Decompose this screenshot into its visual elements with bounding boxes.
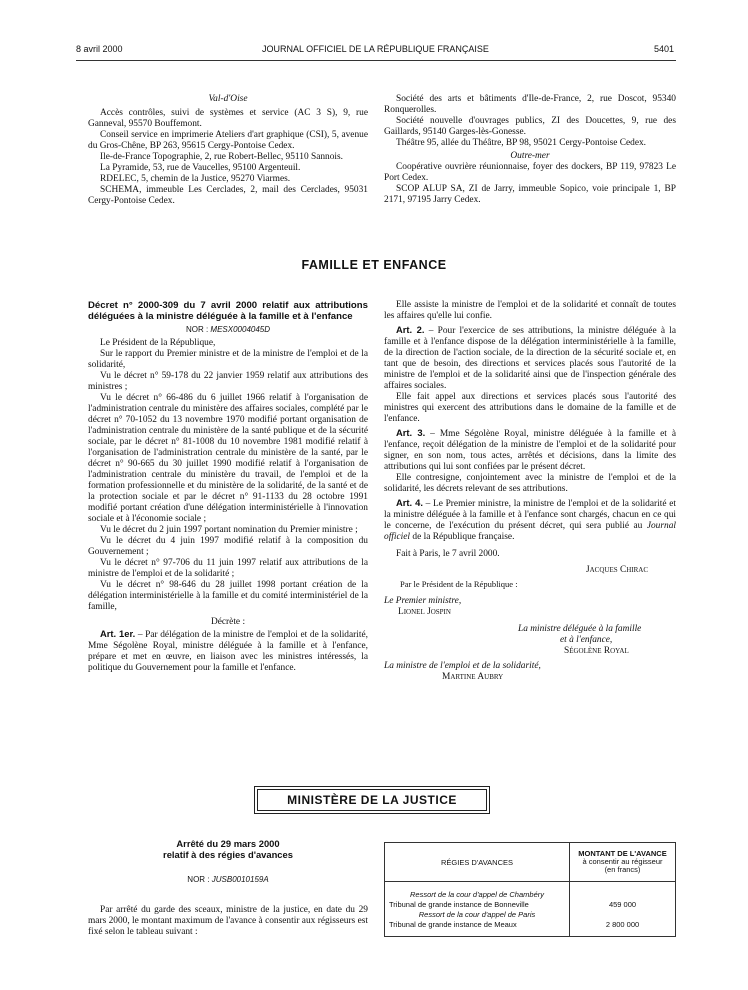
decree-intro: Le Président de la République, (100, 338, 216, 348)
header-journal-title: JOURNAL OFFICIEL DE LA RÉPUBLIQUE FRANÇAISE (262, 44, 489, 54)
decree-paragraph: Vu le décret du 4 juin 1997 modifié relatif à la composition du Gouvernement ; (88, 536, 368, 557)
nor-code: MESX0004045D (210, 325, 271, 334)
section-title: MINISTÈRE DE LA JUSTICE (287, 793, 457, 807)
nor-code: JUSB0010159A (211, 875, 269, 884)
decrete-label: Décrète : (210, 617, 246, 627)
tribunal-label: Tribunal de grande instance de Bonneville (389, 900, 529, 909)
decree-paragraph: Vu le décret n° 59-178 du 22 janvier 1959 relatif aux attributions des ministres ; (88, 371, 368, 392)
tribunal-label: Tribunal de grande instance de Meaux (389, 920, 517, 929)
section-box (254, 786, 490, 814)
pm-name: Lionel Jospin (398, 607, 451, 617)
md-title-cont: et à l'enfance, (560, 635, 613, 645)
montant-unit: (en francs) (604, 865, 641, 874)
decree-paragraph: Vu le décret n° 97-706 du 11 juin 1997 relatif aux attributions de la ministre de l'emploi et de la solidarité ; (88, 558, 368, 579)
decree-right-column (384, 300, 676, 683)
list-item: Société des arts et bâtiments d'Ile-de-France, 2, rue Doscot, 95340 Ronquerolles. (384, 94, 676, 115)
md-title: La ministre déléguée à la famille (518, 624, 642, 634)
header-page-number: 5401 (654, 44, 675, 54)
list-item: Théâtre 95, allée du Théâtre, BP 98, 95021 Cergy-Pontoise Cedex. (396, 138, 647, 148)
pm-title: Le Premier ministre, (384, 596, 462, 606)
amount-value: 459 000 (608, 900, 637, 909)
arrete-nor (88, 874, 368, 885)
decree-paragraph: Vu le décret du 2 juin 1997 portant nomination du Premier ministre ; (100, 525, 358, 535)
article-text: – Le Premier ministre, la ministre de l'emploi et de la solidarité et la ministre déléguée à la famille et à l'enfance sont chargés, chacun en ce qui le concerne, de l'exécution du présent décret, qui sera publié au (384, 499, 676, 531)
montant-sub: à consentir au régisseur (582, 857, 663, 866)
regies-cell (385, 882, 570, 937)
list-item: SCOP ALUP SA, ZI de Jarry, immeuble Sopico, voie principale 1, BP 2171, 97195 Jarry Cedex. (384, 184, 676, 205)
ressort-label: Ressort de la cour d'appel de Paris (418, 910, 536, 919)
decree-paragraph: Elle fait appel aux directions et services placés sous l'autorité des ministres qui exercent des attributions dans le domaine de la famille et de l'enfance. (384, 392, 676, 424)
arrete-subtitle: relatif à des régies d'avances (163, 849, 293, 860)
amount-cell (570, 882, 676, 937)
article-text: – Mme Ségolène Royal, ministre déléguée à la famille et à l'enfance, reçoit délégation de la ministre de l'emploi et de la solidarité pour signer, en son nom, tous actes, arrêtés et décisions, dans la limite des attributions qui lui sont confiées par le présent décret. (384, 429, 676, 472)
section-box-inner (257, 789, 487, 811)
nor-label: NOR : (185, 325, 211, 334)
montant-label: MONTANT DE L'AVANCE (578, 849, 667, 858)
list-item: Société nouvelle d'ouvrages publics, ZI des Doucettes, 9, rue des Gaillards, 95140 Garges-lès-Gonesse. (384, 116, 676, 137)
me-name: Martine Aubry (442, 672, 504, 682)
md-name: Ségolène Royal (564, 646, 629, 656)
article-label: Art. 3. (396, 427, 426, 438)
arrete-title: Arrêté du 29 mars 2000 (176, 838, 280, 849)
header-rule (76, 60, 676, 61)
signer-name: Jacques Chirac (585, 565, 648, 575)
list-item: Accès contrôles, suivi de systèmes et service (AC 3 S), 9, rue Ganneval, 95570 Bouffemont. (88, 108, 368, 129)
regies-table (384, 842, 676, 937)
article-text-end: de la République française. (410, 532, 515, 542)
table-header-montant (570, 843, 676, 882)
article-4 (384, 497, 676, 543)
list-item: Ile-de-France Topographie, 2, rue Robert-Bellec, 95110 Sannois. (100, 152, 344, 162)
signature-date: Fait à Paris, le 7 avril 2000. (396, 549, 500, 559)
header-date: 8 avril 2000 (76, 44, 123, 54)
region-heading: Val-d'Oise (208, 94, 248, 104)
decree-paragraph: Vu le décret n° 66-486 du 6 juillet 1966 relatif à l'organisation de l'administration centrale du ministère des affaires sociales, complété par le décret n° 70-1052 du 13 novembre 1970 modifié portant organisation de l'administration centrale du ministère de la santé publique et de la sécurité sociale, par le décret n° 81-1008 du 10 novembre 1981 modifié relatif à l'organisation de l'administration centrale du ministère de la santé, par le décret n° 90-665 du 30 juillet 1990 modifié relatif à l'organisation de l'administration centrale du ministère du travail, de l'emploi et de la formation professionnelle et du ministère de la solidarité, de la santé et de la protection sociale et par le décret n° 91-1133 du 28 octobre 1991 modifié portant création d'une délégation interministérielle à l'innovation sociale et à l'économie sociale ; (88, 393, 368, 524)
list-item: RDELEC, 5, chemin de la Justice, 95270 Viarmes. (100, 174, 291, 184)
top-left-column (88, 94, 368, 207)
list-item: Coopérative ouvrière réunionnaise, foyer des dockers, BP 119, 97823 Le Port Cedex. (384, 162, 676, 183)
decree-paragraph: Elle contresigne, conjointement avec la ministre de l'emploi et de la solidarité, les décrets relevant de ses attributions. (384, 473, 676, 494)
me-title: La ministre de l'emploi et de la solidarité, (384, 661, 541, 671)
decree-paragraph: Vu le décret n° 98-646 du 28 juillet 1998 portant création de la délégation interministérielle à la famille et du comité interministériel de la famille, (88, 580, 368, 612)
top-right-column (384, 94, 676, 206)
journal-name: Journal officiel (384, 521, 676, 542)
article-label: Art. 4. (396, 497, 423, 508)
article-label: Art. 2. (396, 324, 425, 335)
arrete-paragraph: Par arrêté du garde des sceaux, ministre de la justice, en date du 29 mars 2000, le montant maximum de l'avance à consentir aux régisseurs est fixé selon le tableau suivant : (88, 905, 368, 937)
section-title: FAMILLE ET ENFANCE (301, 258, 447, 272)
countersign-intro: Par le Président de la République : (400, 579, 518, 589)
table-header-row (385, 843, 676, 882)
table-header-regies: RÉGIES D'AVANCES (385, 843, 570, 882)
article-text: – Par délégation de la ministre de l'emploi et de la solidarité, Mme Ségolène Royal, ministre déléguée à la famille et à l'enfance, prépare et met en œuvre, en liaison avec les ministres intéressés, la politique du Gouvernement pour la famille et l'enfance. (88, 630, 368, 673)
ressort-label: Ressort de la cour d'appel de Chambéry (409, 890, 544, 899)
decree-title: Décret n° 2000-309 du 7 avril 2000 relatif aux attributions déléguées à la ministre déléguée à la famille et à l'enfance (88, 300, 368, 322)
nor-label: NOR : (187, 875, 212, 884)
region-heading: Outre-mer (510, 151, 550, 161)
table-row (385, 882, 676, 937)
list-item: La Pyramide, 53, rue de Vaucelles, 95100 Argenteuil. (100, 163, 301, 173)
article-text: – Pour l'exercice de ses attributions, la ministre déléguée à la famille et à l'enfance dispose de la délégation interministérielle à la famille, de la direction de l'action sociale, de la direction de la sécurité sociale et, en tant que de besoin, des directions et services placés sous l'autorité de la ministre de l'emploi et de la solidarité ainsi que de l'inspection générale des affaires sociales. (384, 326, 676, 391)
article-1 (88, 628, 368, 674)
list-item: SCHEMA, immeuble Les Cerclades, 2, mail des Cerclades, 95031 Cergy-Pontoise Cedex. (88, 185, 368, 206)
article-label: Art. 1er. (100, 628, 136, 639)
list-item: Conseil service en imprimerie Ateliers d'art graphique (CSI), 5, avenue du Gros-Chêne, BP 263, 95615 Cergy-Pontoise Cedex. (88, 130, 368, 151)
decree-paragraph: Sur le rapport du Premier ministre et de la ministre de l'emploi et de la solidarité, (88, 349, 368, 370)
amount-value: 2 800 000 (605, 920, 640, 929)
decree-left-column (88, 300, 368, 674)
decree-nor (88, 324, 368, 335)
arrete-column (88, 838, 368, 938)
article-3 (384, 427, 676, 473)
article-2 (384, 324, 676, 392)
decree-paragraph: Elle assiste la ministre de l'emploi et de la solidarité et connaît de toutes les affaires qu'elle lui confie. (384, 300, 676, 321)
